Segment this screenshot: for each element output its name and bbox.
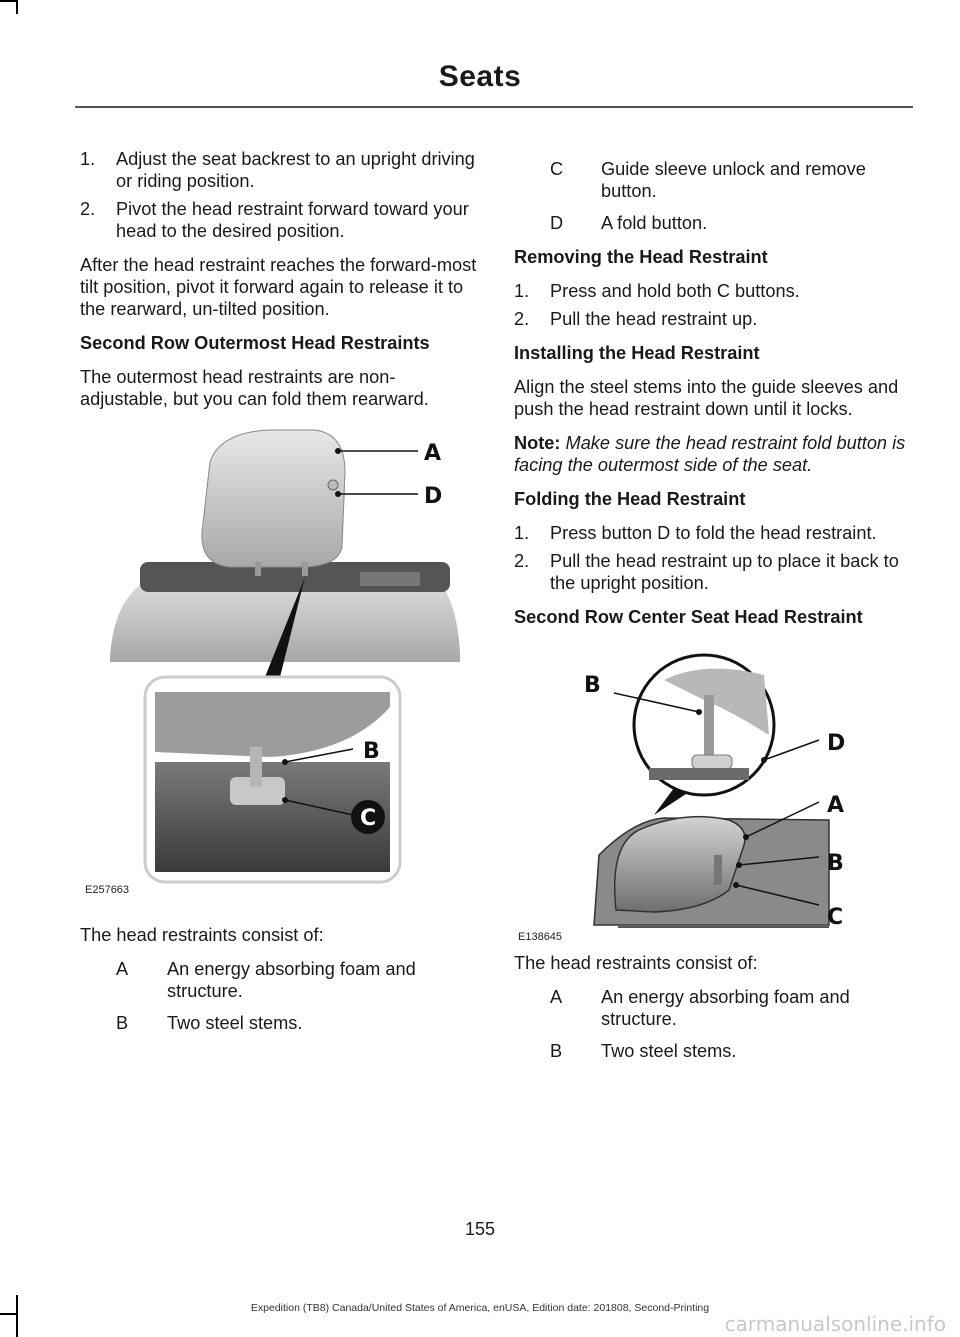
remove-steps (514, 280, 912, 330)
list-item: 1. Press button D to fold the head restraint. (514, 523, 877, 543)
list-item: 2. Pull the head restraint up. (514, 309, 758, 329)
callout-c: C (360, 806, 377, 831)
component-legend (116, 958, 480, 1034)
outer-head-restraint-illustration (80, 422, 480, 912)
figure-code: E257663 (85, 884, 130, 896)
legend-row: B Two steel stems. (550, 1041, 737, 1061)
legend-row: C Guide sleeve unlock and remove button. (550, 159, 866, 201)
component-legend (550, 158, 912, 234)
outer-head-restraint-figure (80, 422, 480, 912)
section-heading: Second Row Center Seat Head Restraint (514, 607, 863, 627)
callout-d: D (827, 731, 846, 756)
footer-edition: Expedition (TB8) Canada/United States of America, enUSA, Edition date: 201808, Second-Printing (250, 1302, 710, 1314)
paragraph: The head restraints consist of: (80, 925, 324, 945)
callout-c: C (827, 905, 844, 930)
figure-code: E138645 (518, 931, 563, 943)
page-title: Seats (438, 60, 522, 93)
callout-b: B (584, 673, 601, 698)
watermark: carmanualsonline.info (724, 1312, 946, 1336)
section-heading: Removing the Head Restraint (514, 247, 768, 267)
fold-steps (514, 522, 912, 594)
section-heading: Folding the Head Restraint (514, 489, 746, 509)
section-heading: Installing the Head Restraint (514, 343, 760, 363)
callout-d: D (424, 484, 443, 509)
legend-row: A An energy absorbing foam and structure. (550, 987, 850, 1029)
legend-row: D A fold button. (550, 213, 708, 233)
list-item: 2. Pivot the head restraint forward toward your head to the desired position. (80, 199, 469, 241)
list-item: 1. Press and hold both C buttons. (514, 281, 800, 301)
page-number: 155 (464, 1219, 496, 1239)
left-column (80, 148, 480, 1046)
callout-a: A (827, 793, 845, 818)
paragraph: The outermost head restraints are non-adjustable, but you can fold them rearward. (80, 367, 429, 409)
list-item: 2. Pull the head restraint up to place it back to the upright position. (514, 551, 899, 593)
section-heading: Second Row Outermost Head Restraints (80, 333, 430, 353)
center-head-restraint-figure (514, 640, 912, 943)
callout-a: A (424, 441, 442, 466)
component-legend (550, 986, 912, 1062)
right-column (514, 158, 912, 1074)
crop-mark (0, 0, 16, 2)
paragraph: After the head restraint reaches the forward-most tilt position, pivot it forward again to release it to the rearward, un-tilted position. (80, 255, 477, 319)
callout-b: B (363, 739, 380, 764)
legend-row: B Two steel stems. (116, 1013, 303, 1033)
paragraph: The head restraints consist of: (514, 953, 758, 973)
tilt-steps (80, 148, 480, 242)
crop-mark (16, 0, 18, 14)
paragraph: Align the steel stems into the guide sleeves and push the head restraint down until it locks. (514, 377, 899, 419)
header-rule (75, 106, 913, 108)
callout-b: B (827, 851, 844, 876)
legend-row: A An energy absorbing foam and structure. (116, 959, 416, 1001)
center-head-restraint-illustration (514, 640, 912, 940)
list-item: 1. Adjust the seat backrest to an upright driving or riding position. (80, 149, 475, 191)
note: Note: Make sure the head restraint fold button is facing the outermost side of the seat. (514, 433, 906, 475)
